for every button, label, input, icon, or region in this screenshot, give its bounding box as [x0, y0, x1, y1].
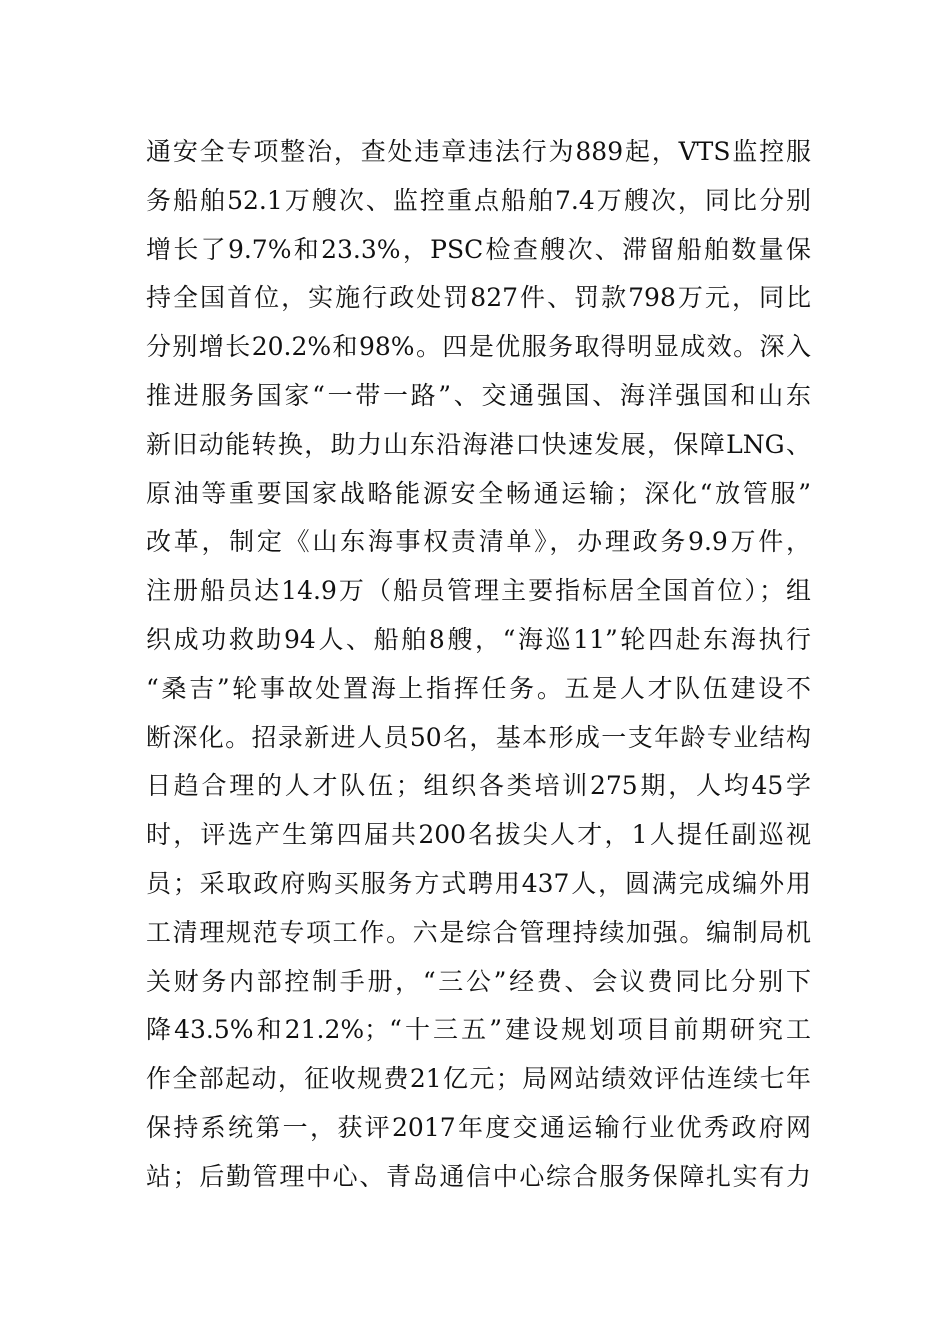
text-line: 增长了9.7%和23.3%，PSC检查艘次、滞留船舶数量保 — [146, 234, 811, 264]
text-line: 关财务内部控制手册，“三公”经费、会议费同比分别下 — [146, 966, 811, 996]
text-line: 持全国首位，实施行政处罚827件、罚款798万元，同比 — [146, 283, 811, 313]
text-line: 通安全专项整治，查处违章违法行为889起，VTS监控服 — [146, 137, 811, 166]
text-line: 原油等重要国家战略能源安全畅通运输；深化“放管服” — [146, 478, 811, 508]
text-line: 断深化。招录新进人员50名，基本形成一支年龄专业结构 — [146, 722, 811, 752]
body-paragraph — [146, 128, 811, 1202]
text-line: 新旧动能转换，助力山东沿海港口快速发展，保障LNG、 — [146, 429, 811, 459]
text-line: 务船舶52.1万艘次、监控重点船舶7.4万艘次，同比分别 — [146, 185, 811, 215]
text-line: 站；后勤管理中心、青岛通信中心综合服务保障扎实有力 — [146, 1161, 811, 1191]
text-line: 改革，制定《山东海事权责清单》，办理政务9.9万件， — [146, 527, 811, 557]
text-line: 作全部起动，征收规费21亿元；局网站绩效评估连续七年 — [146, 1064, 811, 1094]
text-line: 员；采取政府购买服务方式聘用437人，圆满完成编外用 — [146, 868, 811, 898]
text-line: 降43.5%和21.2%；“十三五”建设规划项目前期研究工 — [146, 1015, 811, 1045]
text-line: 推进服务国家“一带一路”、交通强国、海洋强国和山东 — [146, 380, 811, 410]
text-line: “桑吉”轮事故处置海上指挥任务。五是人才队伍建设不 — [146, 673, 811, 703]
text-line: 分别增长20.2%和98%。四是优服务取得明显成效。深入 — [146, 332, 811, 362]
text-line: 日趋合理的人才队伍；组织各类培训275期，人均45学 — [146, 771, 811, 801]
text-line: 注册船员达14.9万（船员管理主要指标居全国首位）；组 — [146, 576, 811, 606]
text-line: 保持系统第一，获评2017年度交通运输行业优秀政府网 — [146, 1112, 811, 1142]
text-line: 时，评选产生第四届共200名拔尖人才，1人提任副巡视 — [146, 820, 811, 850]
text-line: 工清理规范专项工作。六是综合管理持续加强。编制局机 — [146, 917, 811, 947]
text-line: 织成功救助94人、船舶8艘，“海巡11”轮四赴东海执行 — [146, 624, 811, 654]
